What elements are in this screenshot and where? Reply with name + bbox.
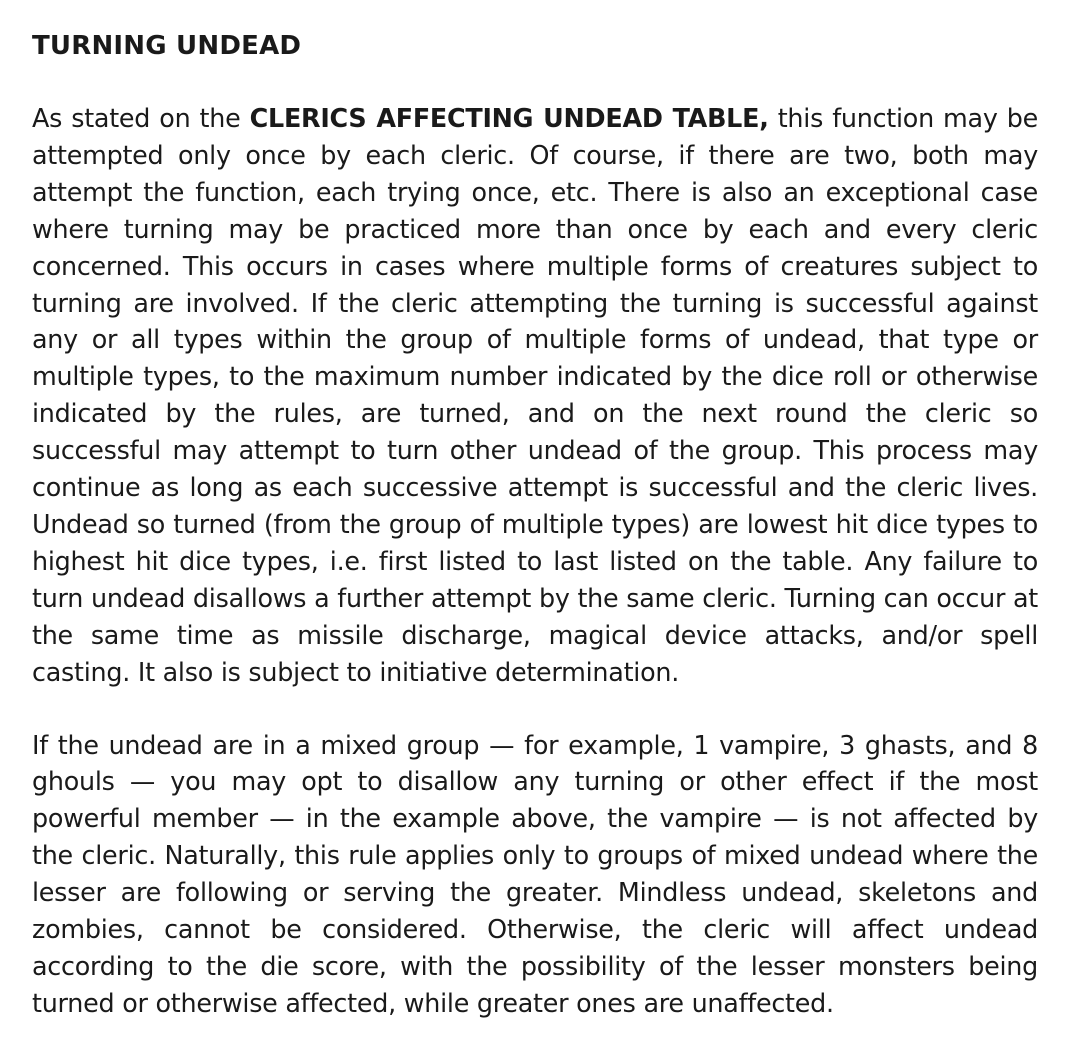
table-reference: CLERICS AFFECTING UNDEAD TABLE,	[249, 103, 769, 133]
paragraph-turning-rules	[32, 100, 1038, 691]
paragraph-lead-text: As stated on the	[32, 103, 250, 133]
paragraph-mixed-group: If the undead are in a mixed group — for example, 1 vampire, 3 ghasts, and 8 ghouls — you may opt to disallow any turning or other effect if the most powerful member — in the example above, the vampire — is not affected by the cleric. Naturally, this rule applies only to groups of mixed undead where the lesser are following or serving the greater. Mindless undead, skeletons and zombies, cannot be considered. Otherwise, the cleric will affect undead according to the die score, with the possibility of the lesser monsters being turned or otherwise affected, while greater ones are unaffected.	[32, 729, 1038, 1018]
section-heading: TURNING UNDEAD	[32, 31, 302, 61]
paragraph-body-text: this function may be attempted only once by each cleric. Of course, if there are two, both may attempt the function, each trying once, etc. There is also an exceptional case where turning may be practiced more than once by each and every cleric concerned. This occurs in cases where multiple forms of creatures subject to turning are involved. If the cleric attempting the turning is successful against any or all types within the group of multiple forms of undead, that type or multiple types, to the maximum number indicated by the dice roll or otherwise indicated by the rules, are turned, and on the next round the cleric so successful may attempt to turn other undead of the group. This process may continue as long as each successive attempt is successful and the cleric lives. Undead so turned (from the group of multiple types) are lowest hit dice types to highest hit dice types, i.e. first listed to last listed on the table. Any failure to turn undead disallows a further attempt by the same cleric. Turning can occur at the same time as missile discharge, magical device attacks, and/or spell casting. It also is subject to initiative determination.	[32, 103, 1038, 687]
document-page	[32, 28, 1038, 1022]
